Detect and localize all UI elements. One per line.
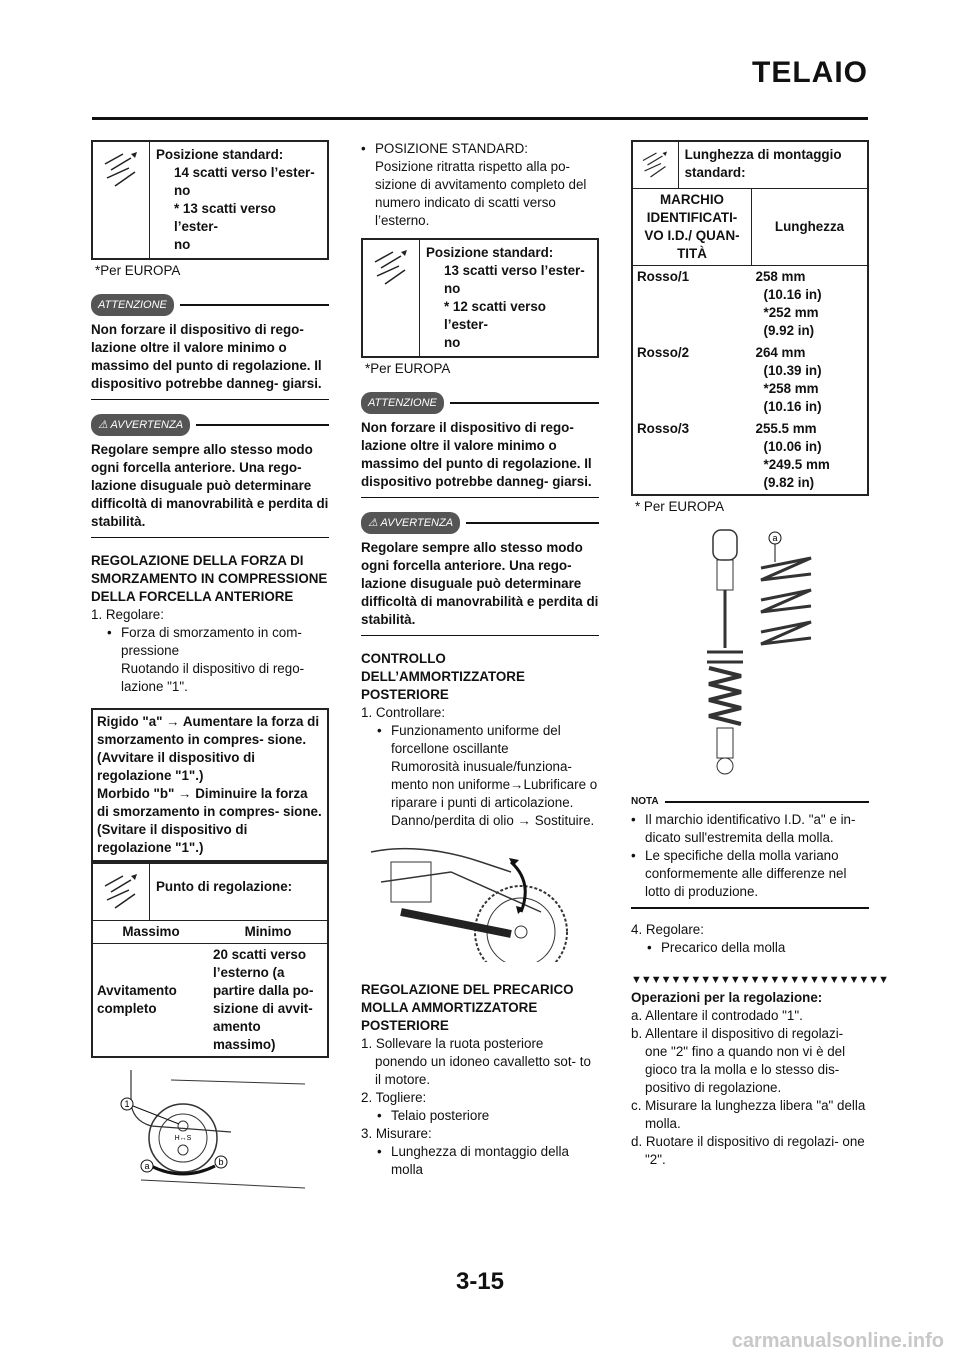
avvertenza-label xyxy=(361,512,460,534)
value: 255.5 mm xyxy=(755,421,817,436)
watermark: carmanualsonline.info xyxy=(731,1330,944,1352)
hs-marking: H↔S xyxy=(174,1135,192,1142)
arrow-icon: → xyxy=(166,714,180,729)
adjustment-point-box xyxy=(91,862,329,1058)
avvertenza-label-text: AVVERTENZA xyxy=(380,517,454,529)
detail-text: Rumorosità inusuale/funziona- mento non uniforme xyxy=(391,759,572,792)
page-number: 3-15 xyxy=(455,1268,505,1295)
detail-text: Lubrificare o riparare i punti di articolazione. xyxy=(391,777,598,810)
arrow-icon: → xyxy=(510,777,524,792)
bullet: • Funzionamento uniforme del forcellone oscillante xyxy=(361,722,599,758)
col-header: Minimo xyxy=(244,924,292,939)
avvertenza-block xyxy=(91,414,329,538)
value: (10.39 in) xyxy=(763,363,822,378)
box-line: * 12 scatti verso l’ester- xyxy=(444,299,546,332)
detail-text: Sostituire. xyxy=(534,813,595,828)
box-title: Posizione standard: xyxy=(426,245,554,260)
attenzione-block xyxy=(361,392,599,498)
wrench-icon xyxy=(93,142,150,258)
europe-note: * Per EUROPA xyxy=(635,499,725,514)
step: 4. Regolare: xyxy=(631,921,704,937)
bullet: • POSIZIONE STANDARD: xyxy=(361,140,599,158)
value: (10.16 in) xyxy=(763,399,822,414)
step: 1. Controllare: xyxy=(361,705,446,720)
damping-adjuster-figure xyxy=(91,1070,329,1195)
callout-a: a xyxy=(772,533,778,543)
rule-key: Morbido "b" xyxy=(97,786,175,801)
standard-position-box xyxy=(361,238,599,358)
table-cell: 20 scatti verso l’esterno (a partire dalla po- sizione di avvit- amento massimo) xyxy=(213,947,314,1052)
col-header: Lunghezza xyxy=(774,219,845,234)
box-line: no xyxy=(444,281,461,296)
header-rule xyxy=(92,117,868,120)
table-title: Lunghezza di montaggio standard: xyxy=(684,147,842,180)
europe-note: *Per EUROPA xyxy=(95,263,181,278)
wrench-icon xyxy=(93,864,150,920)
value: *249.5 mm xyxy=(763,457,830,472)
value: 264 mm xyxy=(755,345,806,360)
rule-key: Rigido "a" xyxy=(97,714,163,729)
arrow-icon: → xyxy=(517,813,531,828)
warning-icon: ⚠ xyxy=(98,419,111,431)
shock-absorber-figure xyxy=(701,528,869,783)
swingarm-figure xyxy=(361,842,599,967)
bullet: • Telaio posteriore xyxy=(361,1107,599,1125)
callout-1: 1 xyxy=(124,1099,130,1109)
avvertenza-text: Regolare sempre allo stesso modo ogni forcella anteriore. Una rego- lazione disuguale può determinare difficoltà di manovrabilità e perdita di stabilità. xyxy=(91,441,329,538)
box-title: Posizione standard: xyxy=(156,147,284,162)
ops-step: d. Ruotare il dispositivo di regolazi- one "2". xyxy=(631,1133,865,1167)
rule-box xyxy=(91,708,329,862)
box-line: no xyxy=(444,335,461,350)
table-row xyxy=(633,342,867,418)
callout-a: a xyxy=(144,1161,150,1171)
col-header: MARCHIO IDENTIFICATI- VO I.D./ QUAN- TITÀ xyxy=(633,189,752,266)
ops-step: b. Allentare il dispositivo di regolazi- one "2" fino a quando non vi è del gioco tra la molla e lo stesso dis- positivo di regolazione. xyxy=(631,1025,846,1095)
rule-line-soft xyxy=(97,785,323,857)
spring-table xyxy=(633,189,867,494)
standard-position-box xyxy=(91,140,329,260)
table-cell: Avvitamento completo xyxy=(97,983,177,1016)
rule-value: Aumentare la forza di smorzamento in compres- sione. (Avvitare il dispositivo di regolazione "1".) xyxy=(97,714,320,783)
nota-item: • Le specifiche della molla variano conformemente alle differenze nel lotto di produzione. xyxy=(631,847,869,901)
wrench-icon xyxy=(633,142,679,188)
avvertenza-text: Regolare sempre allo stesso modo ogni forcella anteriore. Una rego- lazione disuguale può determinare difficoltà di manovrabilità e perdita di stabilità. xyxy=(361,539,599,636)
rule-line-hard xyxy=(97,713,323,785)
callout-b: b xyxy=(218,1157,224,1167)
bullet: • Forza di smorzamento in com- pressione xyxy=(91,624,329,660)
box-line: 14 scatti verso l’ester- xyxy=(174,165,315,180)
value: 258 mm xyxy=(755,269,806,284)
europe-note: *Per EUROPA xyxy=(365,361,451,376)
triangle-divider: ▼▼▼▼▼▼▼▼▼▼▼▼▼▼▼▼▼▼▼▼▼▼▼▼▼▼ xyxy=(631,973,889,986)
table-cell: Rosso/1 xyxy=(637,269,690,284)
rule-value: Diminuire la forza di smorzamento in compres- sione. (Svitare il dispositivo di regolazione "1".) xyxy=(97,786,322,855)
spring-length-table xyxy=(631,140,869,496)
nota-block xyxy=(631,793,869,909)
avvertenza-block xyxy=(361,512,599,636)
column-2 xyxy=(361,140,599,1179)
box-line: 13 scatti verso l’ester- xyxy=(444,263,585,278)
attenzione-text: Non forzare il dispositivo di rego- lazione oltre il valore minimo o massimo del punto di regolazione. Il dispositivo potrebbe danneg- giarsi. xyxy=(361,419,599,498)
step: 3. Misurare: xyxy=(361,1126,432,1141)
attenzione-text: Non forzare il dispositivo di rego- lazione oltre il valore minimo o massimo del punto di regolazione. Il dispositivo potrebbe danneg- giarsi. xyxy=(91,321,329,400)
table-row xyxy=(633,266,867,343)
table-row xyxy=(633,418,867,494)
section-heading: REGOLAZIONE DEL PRECARICO MOLLA AMMORTIZZATORE POSTERIORE xyxy=(361,982,574,1033)
table-cell xyxy=(752,266,868,343)
bullet: • Precarico della molla xyxy=(631,939,869,957)
value: (10.06 in) xyxy=(763,439,822,454)
attenzione-label: ATTENZIONE xyxy=(91,294,174,316)
point-title: Punto di regolazione: xyxy=(156,879,293,894)
arrow-icon: → xyxy=(178,786,192,801)
wrench-icon xyxy=(363,240,420,356)
bullet-detail: Ruotando il dispositivo di rego- lazione "1". xyxy=(121,661,305,694)
value: (9.82 in) xyxy=(763,475,815,490)
ops-step: a. Allentare il controdado "1". xyxy=(631,1007,803,1023)
col-header: Massimo xyxy=(122,924,180,939)
box-line: * 13 scatti verso l’ester- xyxy=(174,201,276,234)
step: 1. Sollevare la ruota posteriore ponendo un idoneo cavalletto sot- to il motore. xyxy=(361,1036,591,1087)
warning-icon: ⚠ xyxy=(368,517,381,529)
nota-item: • Il marchio identificativo I.D. "a" e in- dicato sull'estremita della molla. xyxy=(631,811,869,847)
value: *252 mm xyxy=(763,305,819,320)
bullet-detail: Posizione ritratta rispetto alla po- sizione di avvitamento completo del numero indicato di scatti verso l’esterno. xyxy=(375,159,587,228)
section-heading: CONTROLLO DELL’AMMORTIZZATORE POSTERIORE xyxy=(361,651,525,702)
bullet-detail xyxy=(361,812,599,830)
table-cell xyxy=(752,342,868,418)
box-line: no xyxy=(174,237,191,252)
step: 2. Togliere: xyxy=(361,1090,427,1105)
bullet-detail xyxy=(361,758,599,812)
step: 1. Regolare: xyxy=(91,607,164,622)
column-1 xyxy=(91,140,329,1195)
attenzione-label: ATTENZIONE xyxy=(361,392,444,414)
table-cell: Rosso/2 xyxy=(637,345,690,360)
nota-label: NOTA xyxy=(631,796,659,807)
section-heading: REGOLAZIONE DELLA FORZA DI SMORZAMENTO IN COMPRESSIONE DELLA FORCELLA ANTERIORE xyxy=(91,553,328,604)
box-line: no xyxy=(174,183,191,198)
avvertenza-label-text: AVVERTENZA xyxy=(110,419,184,431)
point-table xyxy=(93,921,327,1056)
value: (10.16 in) xyxy=(763,287,822,302)
avvertenza-label xyxy=(91,414,190,436)
page-title: TELAIO xyxy=(752,56,868,89)
bullet: • Lunghezza di montaggio della molla xyxy=(361,1143,599,1179)
value: *258 mm xyxy=(763,381,819,396)
attenzione-block xyxy=(91,294,329,400)
value: (9.92 in) xyxy=(763,323,815,338)
ops-step: c. Misurare la lunghezza libera "a" della molla. xyxy=(631,1097,866,1131)
ops-title: Operazioni per la regolazione: xyxy=(631,989,823,1005)
table-cell: Rosso/3 xyxy=(637,421,690,436)
column-3 xyxy=(631,140,889,1169)
table-cell xyxy=(752,418,868,494)
detail-text: Danno/perdita di olio xyxy=(391,813,514,828)
